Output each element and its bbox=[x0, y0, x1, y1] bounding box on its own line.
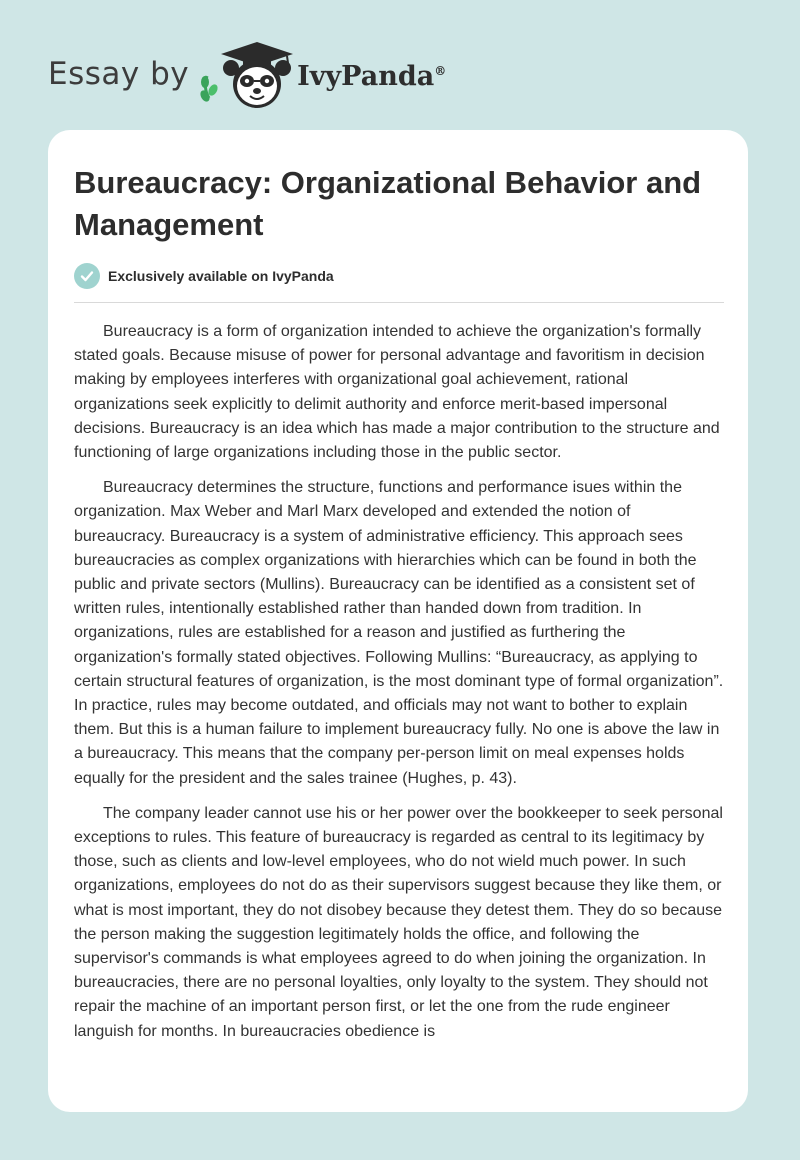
paragraph: Bureaucracy determines the structure, functions and performance isues within the organization. Max Weber and Marl Marx developed and extended the notion of bureaucracy. Bureaucracy is a system of administrative efficiency. This approach sees bureaucracies as complex organizations with hierarchies which can be found in both the public and private sectors (Mullins). Bureaucracy can be identified as a consistent set of written rules, intentionally established rather than handed down from tradition. In organizations, rules are established for a reason and justified as furthering the organization's formally stated objectives. Following Mullins: “Bureaucracy, as applying to certain structural features of organization, is the most dominant type of formal organization”. In practice, rules may become outdated, and officials may not want to bother to explain them. But this is a human failure to implement bureaucracy fully. No one is above the law in a bureaucracy. This means that the company per-person limit on meal expenses holds equally for the president and the sales trainee (Hughes, p. 43). bbox=[74, 479, 724, 787]
essay-body bbox=[74, 320, 724, 1055]
essay-card bbox=[48, 130, 748, 1112]
page-title: Bureaucracy: Organizational Behavior and Management bbox=[74, 165, 702, 242]
registered-mark: ® bbox=[434, 63, 447, 78]
panda-graduate-icon bbox=[199, 36, 295, 112]
brand-name[interactable] bbox=[297, 61, 446, 92]
paragraph: The company leader cannot use his or her power over the bookkeeper to seek personal exceptions to rules. This feature of bureaucracy is regarded as central to its legitimacy by those, such as clients and low-level employees, who do not wield much power. In such organizations, employees do not do as their supervisors suggest because they like them, or what is most important, they do not disobey because they detest them. They do so because the person making the suggestion legitimately holds the office, and following the supervisor's commands is what employees agreed to do when joining the organization. In bureaucracies, there are no personal loyalties, only loyalty to the system. They should not repair the machine of an important person first, or let the one from the rude engineer languish for months. In bureaucracies obedience is bbox=[74, 804, 723, 1040]
brand-text: IvyPanda bbox=[297, 60, 435, 92]
essay-by-label: Essay by bbox=[48, 56, 190, 92]
site-header bbox=[48, 34, 446, 114]
badge-label: Exclusively available on IvyPanda bbox=[108, 268, 334, 284]
divider bbox=[74, 302, 724, 303]
paragraph: Bureaucracy is a form of organization intended to achieve the organization's formally stated goals. Because misuse of power for personal advantage and favoritism in decision making by employees interferes with organizational goal achievement, rational organizations seek explicitly to delimit authority and enforce merit-based impersonal decisions. Bureaucracy is an idea which has made a major contribution to the structure and functioning of large organizations including those in the public sector. bbox=[74, 323, 720, 462]
exclusive-badge bbox=[74, 263, 334, 289]
check-icon bbox=[74, 263, 100, 289]
